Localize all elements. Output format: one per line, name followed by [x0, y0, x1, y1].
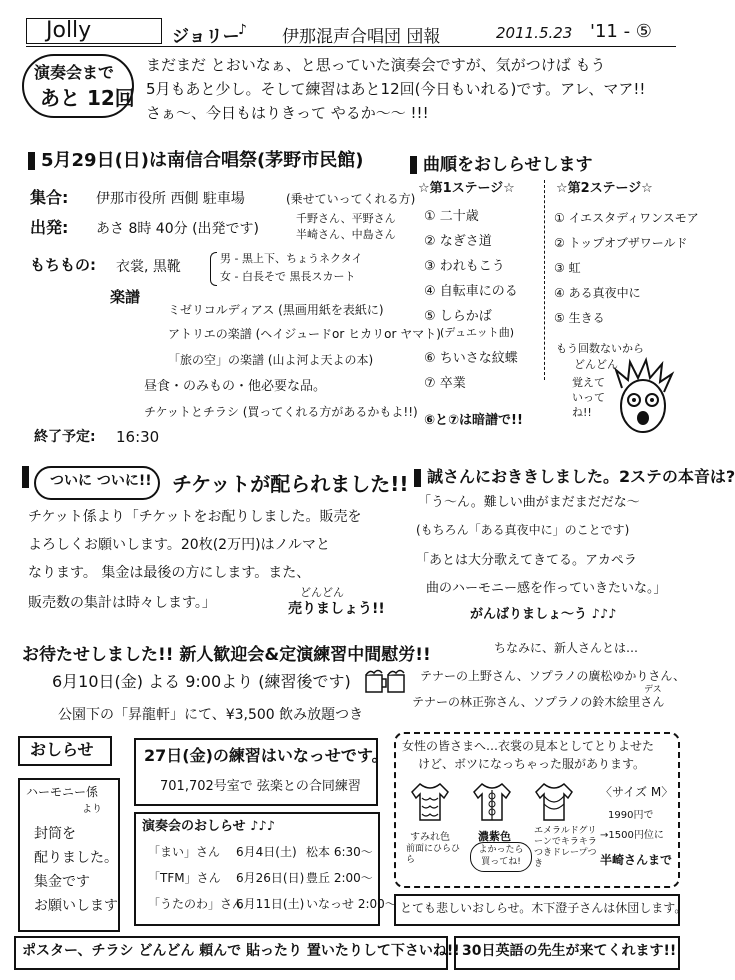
concert-row-place: 豊丘 2:00〜 [306, 871, 373, 885]
mascot-note1: もう回数ないから [556, 342, 644, 355]
costume-line1: 女性の皆さまへ…衣裳の見本としてとりよせた [402, 739, 655, 753]
stage2-song: ④ ある真夜中に [554, 286, 641, 300]
harmony-body-line: 封筒を [34, 826, 76, 842]
score3: 「旅の空」の楽譜 (山よ河よ天よの本) [168, 353, 374, 367]
score1: ミゼリコルディアス (黒画用紙を表紙に) [168, 303, 384, 317]
countdown-line3: さぁ〜、今日もはりきって やるか〜〜 !!! [146, 104, 429, 122]
newcomers-line2: テナーの林正弥さん、ソプラノの鈴木絵里さん [412, 695, 665, 709]
party-when: 6月10日(金) よる 9:00より (練習後です) [52, 672, 351, 691]
concert-row-name: 「まい」さん [148, 845, 221, 859]
stage2-song: ② トップオブザワールド [554, 236, 688, 250]
costume-size: 〈サイズ M〉 [600, 785, 674, 799]
mascot-note3: 覚えていってね!! [572, 376, 605, 419]
drivers-line1: 千野さん、平野さん [296, 212, 396, 225]
stage1-title: ☆第1ステージ☆ [418, 181, 515, 196]
tickets-heading: チケットが配られました!! [172, 472, 409, 496]
newcomers-line1: テナーの上野さん、ソプラノの廣松ゆかりさん、 [420, 669, 686, 683]
stage1-song: ① 二十歳 [424, 209, 479, 224]
concert-row-place: いなっせ 2:00〜 [306, 897, 397, 911]
costume-brace [210, 252, 217, 286]
footer-right: 30日英語の先生が来てくれます!! [462, 943, 677, 959]
notice-title: おしらせ [30, 740, 94, 759]
drivers-line2: 半崎さん、中島さん [296, 228, 396, 241]
costume-men: 男 - 黒上下、ちょうネクタイ [220, 252, 363, 265]
countdown-line1: まだまだ とおいなぁ、と思っていた演奏会ですが、気がつけば もう [146, 56, 606, 74]
tickets-body4: 販売数の集計は時々します。」 [28, 595, 216, 611]
practice-headline: 27日(金)の練習はいなっせです。 [144, 746, 388, 765]
heading-bar-icon [410, 156, 417, 174]
stage-divider [544, 180, 545, 380]
setlist-heading [410, 150, 593, 175]
memorize-note: ⑥と⑦は暗譜で!! [424, 413, 523, 428]
tickets-sign: 売りましょう!! [288, 601, 385, 617]
heading-bar-icon [414, 469, 421, 487]
header-org: 伊那混声合唱団 団報 [282, 27, 441, 47]
voice-heading [414, 464, 735, 487]
header-logo: Jolly [46, 18, 92, 43]
costume-women: 女 - 白長そで 黒長スカート [220, 270, 356, 283]
costume: 衣裳, 黒靴 [116, 259, 181, 275]
costume-color3: エメラルドグリーンでキラキラつきドレープつき [534, 826, 597, 869]
stage1-song-note: (デュエット曲) [440, 326, 515, 339]
stage1-song: ⑥ ちいさな紋蝶 [424, 351, 518, 366]
voice-q3: 「あとは大分歌えてきてる。アカペラ [416, 553, 637, 568]
header-date: 2011.5.23 [496, 24, 573, 42]
countdown-line2: 5月もあと少し。そして練習はあと12回(今日もいれる)です。アレ、マア!! [146, 80, 646, 98]
costume-price-new: →1500円位に [600, 830, 664, 841]
stage1-song: ⑦ 卒業 [424, 376, 466, 391]
party-where: 公園下の「昇龍軒」にて、¥3,500 飲み放題つき [58, 707, 364, 723]
stage2-song: ⑤ 生きる [554, 311, 605, 325]
concert-row-place: 松本 6:30〜 [306, 845, 373, 859]
gather-note: (乗せていってくれる方) [286, 192, 416, 206]
header-rule [26, 46, 676, 47]
voice-q5: がんばりましょ〜う ♪♪♪ [470, 607, 617, 622]
depart-label: 出発: [30, 218, 69, 237]
costume-color2-note: よかったら買ってね! [478, 845, 524, 867]
harmony-body [34, 822, 118, 918]
score2: アトリエの楽譜 (ヘイジュードor ヒカリor ヤマト) [168, 327, 441, 341]
blouse-purple-icon [470, 780, 514, 824]
stage2-list [554, 210, 699, 335]
tickets-body1: チケット係より「チケットをお配りしました。販売を [28, 509, 362, 525]
stage1-list [424, 208, 518, 400]
items-label: もちもの: [30, 256, 96, 274]
tickets-item: チケットとチラシ (買ってくれる方があるかもよ!!) [144, 405, 418, 419]
concert-heading-text: 5月29日(日)は南信合唱祭(茅野市民館) [41, 150, 364, 171]
harmony-body-line: 集金です [34, 874, 90, 890]
stage2-song: ③ 虹 [554, 261, 581, 275]
stage1-song: ④ 自転車にのる [424, 284, 518, 299]
header-kana: ジョリー [172, 27, 240, 47]
header-issue: '11 - ⑤ [590, 21, 652, 42]
footer-left: ポスター、チラシ どんどん 頼んで 貼ったり 置いたりして下さいね!! [22, 943, 460, 959]
lunch: 昼食・のみもの・他必要な品。 [144, 379, 327, 394]
gather-value: 伊那市役所 西側 駐車場 [96, 191, 245, 207]
party-heading: お待たせしました!! 新人歓迎会&定演練習中間慰労!! [22, 645, 431, 665]
setlist-heading-text: 曲順をおしらせします [423, 155, 593, 175]
mascot-face-icon [612, 360, 674, 436]
practice-detail: 701,702号室で 弦楽との合同練習 [160, 779, 361, 794]
concert-row-name: 「うたのわ」さん [148, 897, 245, 911]
harmony-body-line: 配りました。 [34, 850, 118, 866]
tickets-body2: よろしくお願いします。20枚(2万円)はノルマと [28, 537, 330, 553]
costume-contact: 半崎さんまで [600, 853, 673, 867]
harmony-head1: ハーモニー係 [26, 785, 99, 799]
concert-row-date: 6月4日(土) [236, 845, 297, 859]
blouse-green-icon [532, 780, 576, 824]
stage1-song: ⑤ しらかば [424, 309, 492, 324]
depart-value: あさ 8時 40分 (出発です) [96, 221, 259, 237]
concert-row-date: 6月26日(日) [236, 871, 305, 885]
countdown-badge-line2: あと 12回 [40, 86, 135, 110]
voice-q1: 「う〜ん。難しい曲がまだまだだな〜 [418, 495, 640, 510]
tickets-body3: なります。 集金は最後の方にします。また、 [28, 565, 311, 581]
heading-bar-icon [28, 152, 35, 170]
scores-label: 楽譜 [110, 288, 141, 306]
concert-row-date: 6月11日(土) [236, 897, 305, 911]
voice-heading-text: 誠さんにおききしました。2ステの本音は? [427, 467, 735, 486]
countdown-badge-line1: 演奏会まで [34, 63, 115, 82]
stage1-song: ② なぎさ道 [424, 234, 492, 249]
end-value: 16:30 [116, 428, 160, 446]
concert-heading [28, 146, 363, 172]
costume-price: 1990円で [608, 810, 654, 821]
voice-q4: 曲のハーモニー感を作っていきたいな。」 [426, 581, 667, 596]
blouse-violet-icon [408, 780, 452, 824]
harmony-head2: より [82, 804, 102, 815]
tickets-badge-text: ついに ついに!! [50, 473, 152, 489]
harmony-body-line: お願いします [34, 898, 118, 914]
costume-color2: 濃紫色 [478, 830, 511, 843]
end-label: 終了予定: [34, 429, 96, 445]
tickets-sign-small: どんどん [300, 586, 344, 599]
gather-label: 集合: [30, 188, 69, 207]
costume-line2: けど、ボツになっちゃった服があります。 [418, 757, 646, 771]
heading-bar-icon [22, 466, 29, 488]
stage2-title: ☆第2ステージ☆ [556, 181, 653, 196]
concert-row-name: 「TFM」さん [148, 871, 221, 885]
costume-color1: すみれ色 [410, 832, 450, 843]
beer-mugs-icon [364, 668, 408, 694]
stage1-song: ③ われもこう [424, 259, 505, 274]
music-note-icon: ♪ [238, 22, 247, 38]
concerts-title: 演奏会のおしらせ ♪♪♪ [142, 819, 276, 834]
newcomers-intro: ちなみに、新人さんとは… [494, 641, 639, 655]
stage2-song: ① イエスタディワンスモア [554, 211, 699, 225]
costume-color1-note: 前面にひらひら [406, 844, 461, 865]
newcomers-desu: デス [644, 685, 662, 695]
mascot-note2: どんどん [574, 358, 618, 371]
voice-q2: (もちろん「ある真夜中に」のことです) [416, 523, 630, 537]
sad-news: とても悲しいおしらせ。木下澄子さんは休団します。 [400, 901, 687, 915]
